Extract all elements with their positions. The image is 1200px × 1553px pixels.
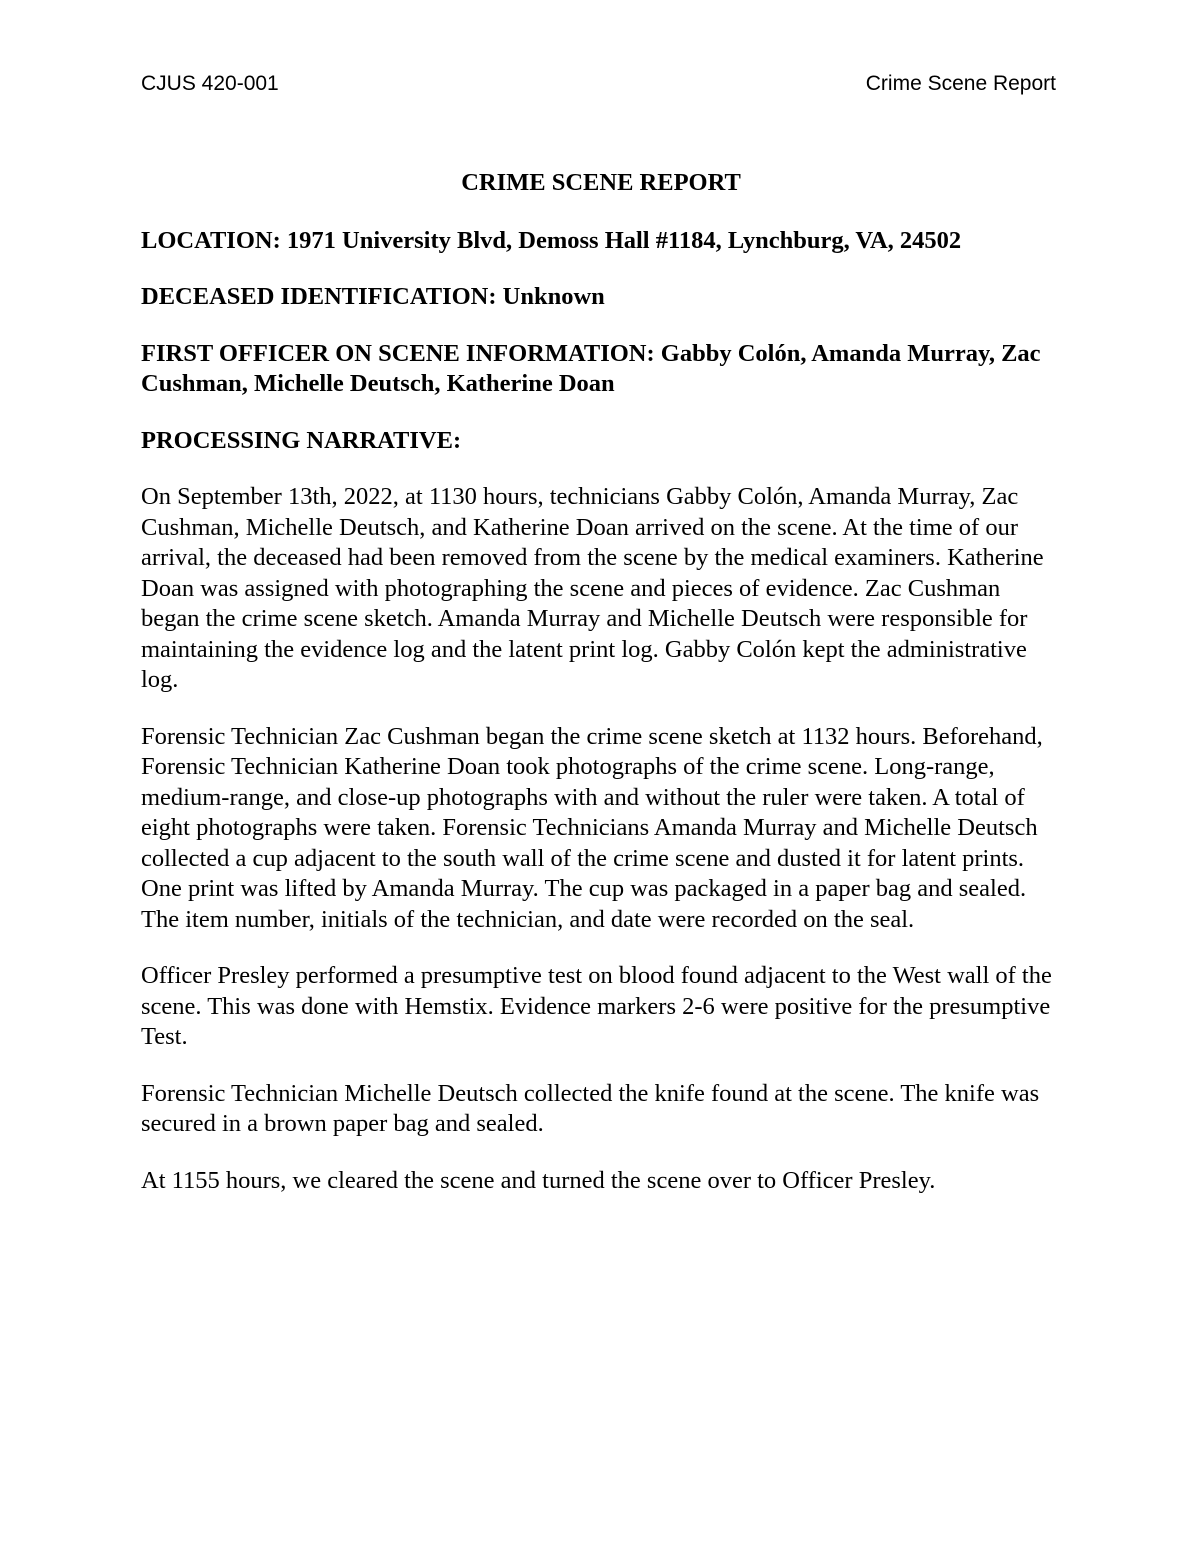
narrative-paragraph: At 1155 hours, we cleared the scene and turned the scene over to Officer Presley. [141, 1166, 936, 1194]
location-field: LOCATION: 1971 University Blvd, Demoss Hall #1184, Lynchburg, VA, 24502 [141, 226, 962, 254]
first-officer-field: FIRST OFFICER ON SCENE INFORMATION: Gabby Colón, Amanda Murray, Zac Cushman, Michelle Deutsch, Katherine Doan [141, 339, 1041, 397]
narrative-paragraph: Forensic Technician Zac Cushman began the crime scene sketch at 1132 hours. Beforehand, Forensic Technician Katherine Doan took photographs of the crime scene. Long-range, medium-range, and close-up photographs with and without the ruler were taken. A total of eight photographs were taken. Forensic Technicians Amanda Murray and Michelle Deutsch collected a cup adjacent to the south wall of the crime scene and dusted it for latent prints. One print was lifted by Amanda Murray. The cup was packaged in a paper bag and sealed. The item number, initials of the technician, and date were recorded on the seal. [141, 722, 1043, 933]
processing-narrative-heading: PROCESSING NARRATIVE: [141, 426, 462, 454]
narrative-paragraph: Officer Presley performed a presumptive test on blood found adjacent to the West wall of the scene. This was done with Hemstix. Evidence markers 2-6 were positive for the presumptive Test. [141, 962, 1052, 1050]
page-header [141, 72, 1056, 102]
deceased-identification-field: DECEASED IDENTIFICATION: Unknown [141, 283, 605, 310]
header-doc-type: Crime Scene Report [865, 72, 1056, 95]
course-code: CJUS 420-001 [141, 72, 279, 95]
narrative-paragraph: Forensic Technician Michelle Deutsch collected the knife found at the scene. The knife was secured in a brown paper bag and sealed. [141, 1079, 1040, 1137]
narrative-paragraph: On September 13th, 2022, at 1130 hours, technicians Gabby Colón, Amanda Murray, Zac Cushman, Michelle Deutsch, and Katherine Doan arrived on the scene. At the time of our arrival, the deceased had been removed from the scene by the medical examiners. Katherine Doan was assigned with photographing the scene and pieces of evidence. Zac Cushman began the crime scene sketch. Amanda Murray and Michelle Deutsch were responsible for maintaining the evidence log and the latent print log. Gabby Colón kept the administrative log. [141, 483, 1044, 693]
report-title: CRIME SCENE REPORT [461, 169, 741, 196]
report-body [141, 168, 1061, 1222]
